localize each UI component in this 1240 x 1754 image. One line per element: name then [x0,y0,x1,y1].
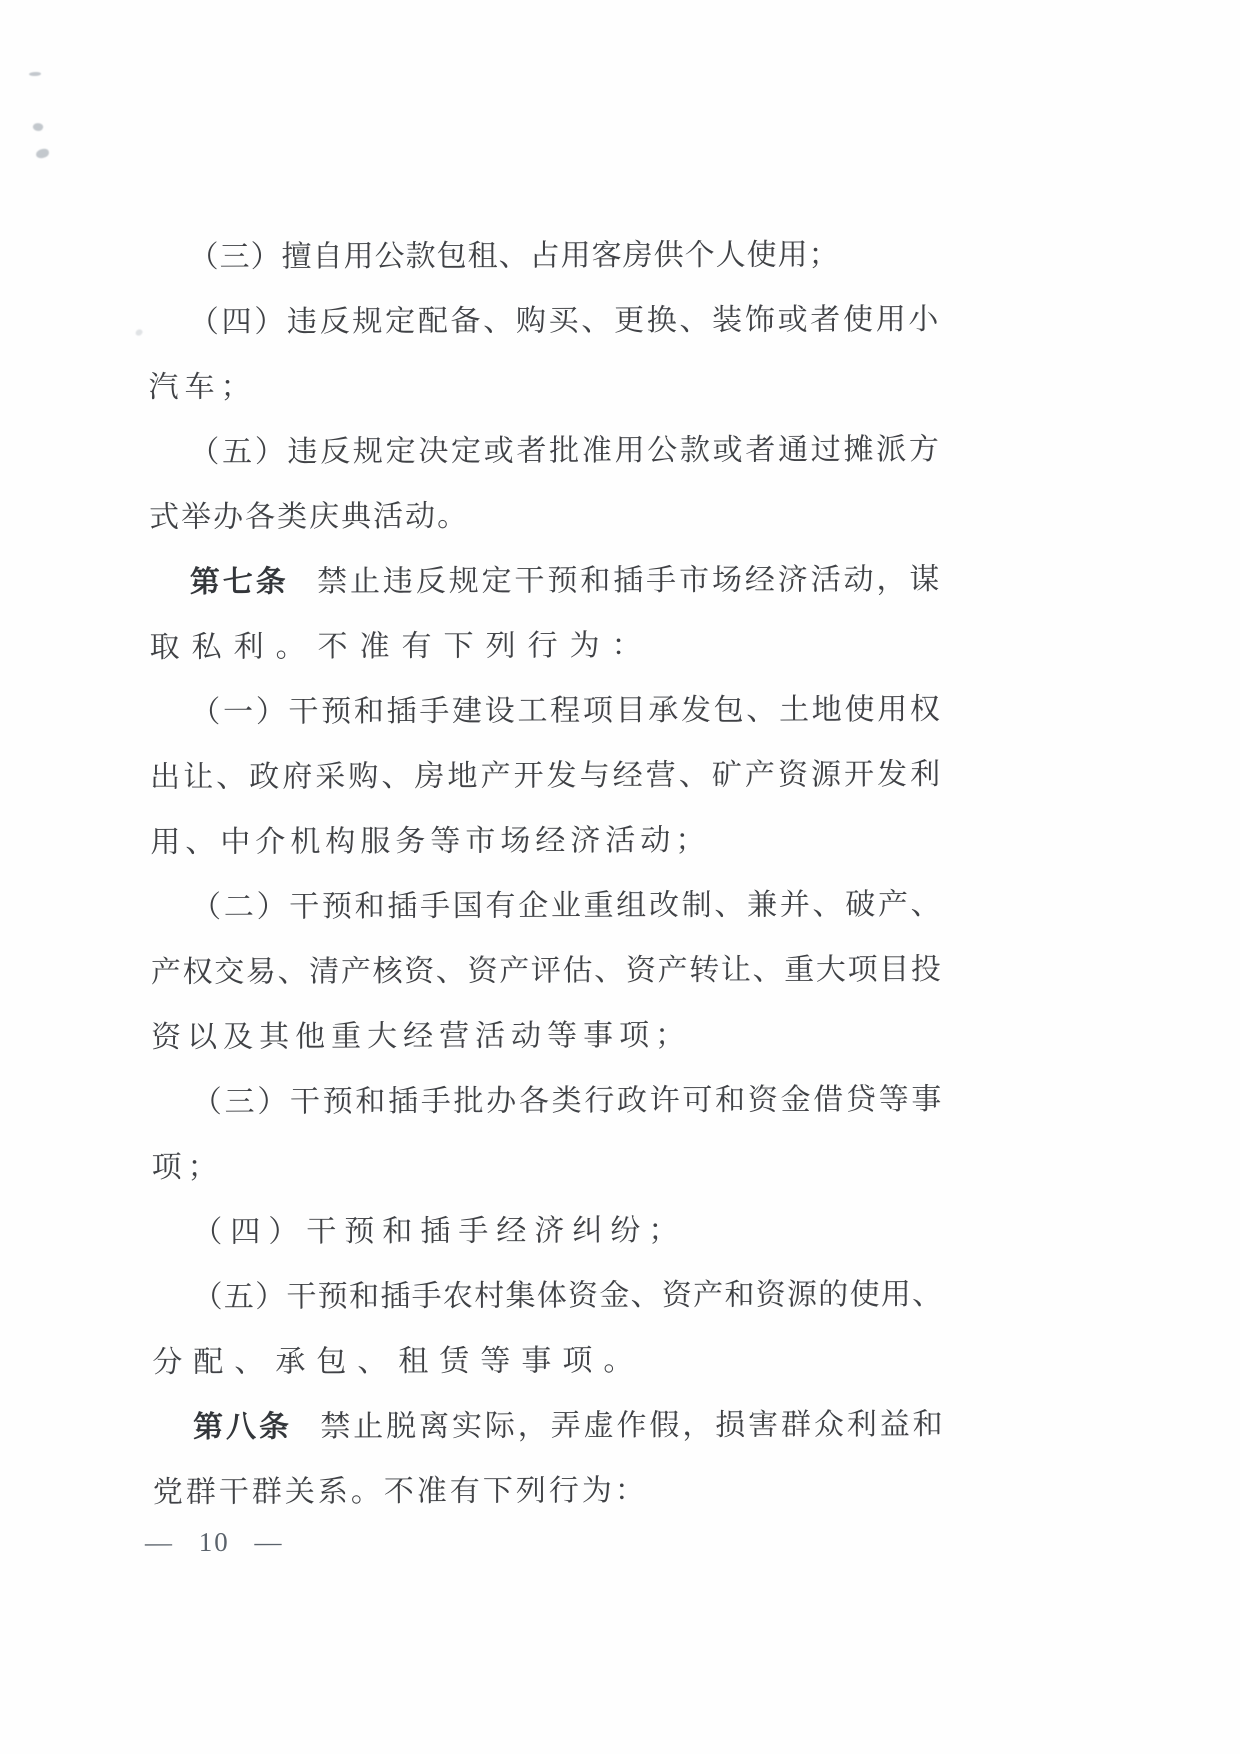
document-line: 项； [151,1150,224,1184]
document-line: 资以及其他重大经营活动等事项； [151,1018,692,1054]
document-line: （一）干预和插手建设工程项目承发包、土地使用权 [190,692,940,729]
document-line: 取私利。不准有下列行为： [149,629,654,664]
scan-speck [32,122,44,133]
document-line [152,1392,942,1460]
clause-number: 第八条 [193,1410,292,1444]
document-line: 用、中介机构服务等市场经济活动； [150,823,711,859]
document-line: （二）干预和插手国有企业重组改制、兼并、破产、 [191,887,941,924]
scan-speck [35,148,49,159]
document-line: 式举办各类庆典活动。 [149,499,470,534]
document-line: 党群干群关系。不准有下列行为： [152,1474,648,1509]
document-line: 出让、政府采购、房地产开发与经营、矿产资源开发利 [150,757,941,794]
document-line: 分配、承包、租赁等事项。 [152,1344,645,1379]
document-line: （四）违反规定配备、购买、更换、装饰或者使用小 [188,302,939,339]
scan-speck [29,72,41,76]
clause-text: 禁止违反规定干预和插手市场经济活动，谋 [317,562,940,599]
page-number: — 10 — [144,1526,284,1558]
document-line: （三）擅自用公款包租、占用客房供个人使用； [188,238,840,274]
document-body [148,222,943,1525]
document-line: （五）干预和插手农村集体资金、资产和资源的使用、 [192,1277,943,1314]
scan-speck [134,328,143,337]
document-line [149,547,939,615]
document-line: 产权交易、清产核资、资产评估、资产转让、重大项目投 [150,952,941,989]
document-line: （三）干预和插手批办各类行政许可和资金借贷等事 [191,1082,942,1119]
document-line: 汽车； [148,370,257,404]
document-line: （四）干预和插手经济纠纷； [192,1213,687,1249]
clause-text: 禁止脱离实际，弄虚作假，损害群众利益和 [320,1407,943,1444]
clause-number: 第七条 [189,565,289,599]
document-line: （五）违反规定决定或者批准用公款或者通过摊派方 [189,432,939,469]
